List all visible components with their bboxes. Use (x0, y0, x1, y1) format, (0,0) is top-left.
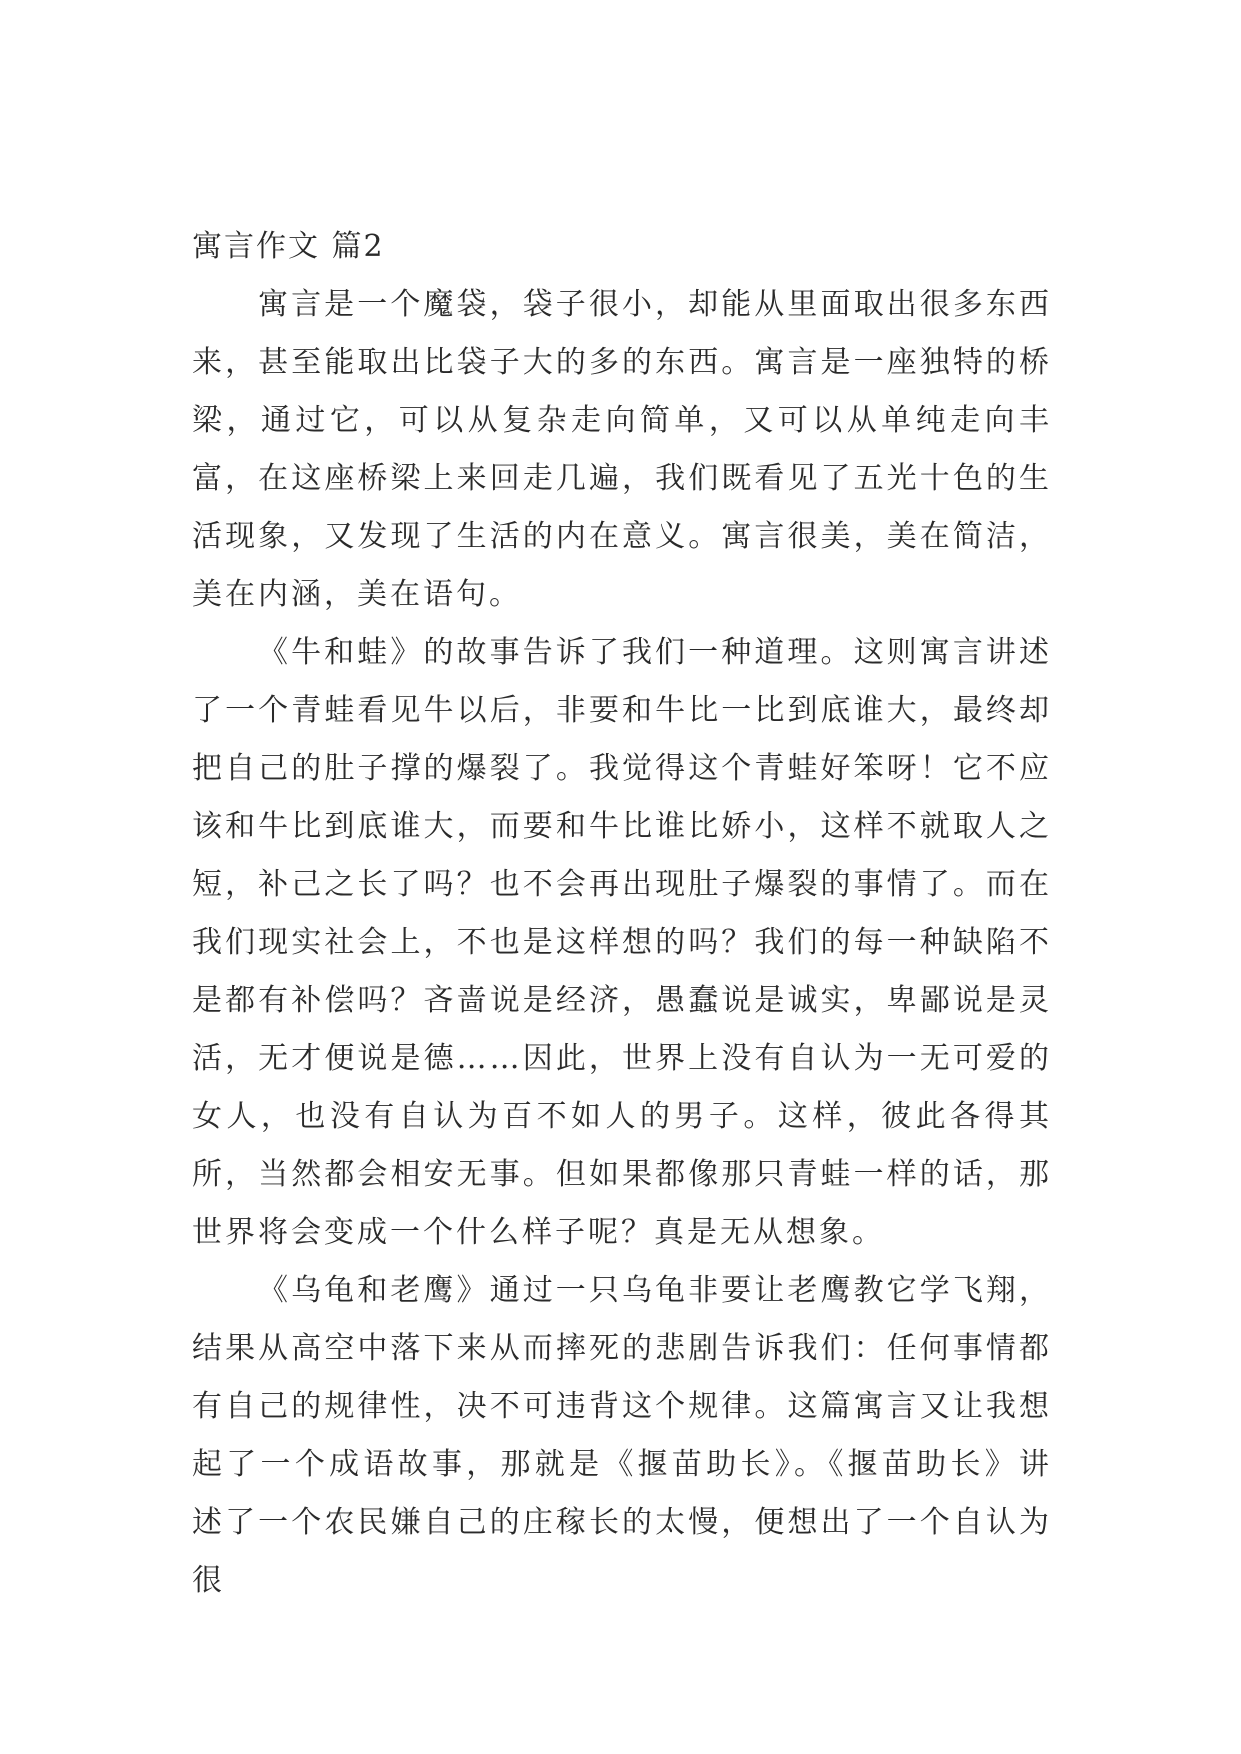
paragraph: 《牛和蛙》的故事告诉了我们一种道理。这则寓言讲述了一个青蛙看见牛以后，非要和牛比一比到底谁大，最终却把自己的肚子撑的爆裂了。我觉得这个青蛙好笨呀！它不应该和牛比到底谁大，而要和牛比谁比娇小，这样不就取人之短，补己之长了吗？也不会再出现肚子爆裂的事情了。而在我们现实社会上，不也是这样想的吗？我们的每一种缺陷不是都有补偿吗？吝啬说是经济，愚蠢说是诚实，卑鄙说是灵活，无才便说是德……因此，世界上没有自认为一无可爱的女人，也没有自认为百不如人的男子。这样，彼此各得其所，当然都会相安无事。但如果都像那只青蛙一样的话，那世界将会变成一个什么样子呢？真是无从想象。 (192, 635, 1052, 1250)
paragraph: 《乌龟和老鹰》通过一只乌龟非要让老鹰教它学飞翔，结果从高空中落下来从而摔死的悲剧告诉我们：任何事情都有自己的规律性，决不可违背这个规律。这篇寓言又让我想起了一个成语故事，那就是《揠苗助长》。《揠苗助长》讲述了一个农民嫌自己的庄稼长的太慢，便想出了一个自认为很 (192, 1273, 1052, 1598)
essay-title: 寓言作文 篇2 (192, 229, 385, 264)
paragraph: 寓言是一个魔袋，袋子很小，却能从里面取出很多东西来，甚至能取出比袋子大的多的东西。寓言是一座独特的桥梁，通过它，可以从复杂走向简单，又可以从单纯走向丰富，在这座桥梁上来回走几遍，我们既看见了五光十色的生活现象，又发现了生活的内在意义。寓言很美，美在简洁，美在内涵，美在语句。 (192, 287, 1052, 612)
document-body (192, 218, 1052, 1610)
